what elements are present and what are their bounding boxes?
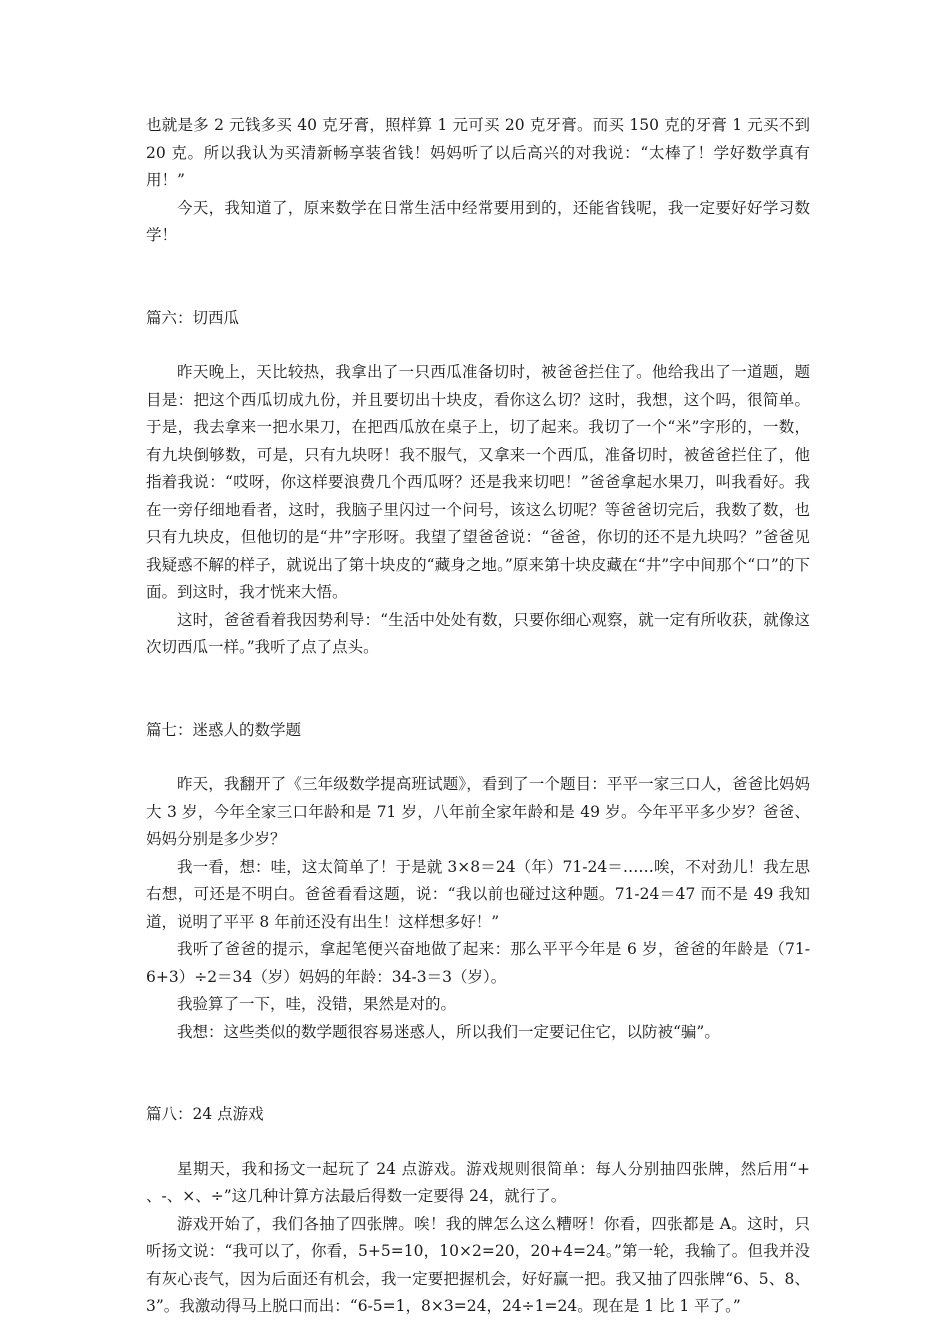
section-8	[146, 1101, 810, 1321]
section-paragraph: 昨天，我翻开了《三年级数学提高班试题》，看到了一个题目：平平一家三口人，爸爸比妈妈大 3 岁，今年全家三口年龄和是 71 岁，八年前全家年龄和是 49 岁。今年平平多少岁？爸爸、妈妈分别是多少岁？	[146, 775, 810, 848]
section-6	[146, 305, 810, 662]
section-paragraph: 昨天晚上，天比较热，我拿出了一只西瓜准备切时，被爸爸拦住了。他给我出了一道题，题目是：把这个西瓜切成九份，并且要切出十块皮，看你这么切？这时，我想，这个吗，很简单。于是，我去拿来一把水果刀，在把西瓜放在桌子上，切了起来。我切了一个“米”字形的，一数，有九块倒够数，可是，只有九块呀！我不服气，又拿来一个西瓜，准备切时，被爸爸拦住了，他指着我说：“哎呀，你这样要浪费几个西瓜呀？还是我来切吧！”爸爸拿起水果刀，叫我看好。我在一旁仔细地看者，这时，我脑子里闪过一个问号，该这么切呢？等爸爸切完后，我数了数，也只有九块皮，但他切的是“井”字形呀。我望了望爸爸说：“爸爸，你切的还不是九块吗？”爸爸见我疑惑不解的样子，就说出了第十块皮的“藏身之地。”原来第十块皮藏在“井”字中间那个“口”的下面。到这时，我才恍来大悟。	[146, 363, 810, 601]
document-page	[146, 112, 810, 1321]
section-paragraph: 这时，爸爸看着我因势利导：“生活中处处有数，只要你细心观察，就一定有所收获，就像这次切西瓜一样。”我听了点了点头。	[146, 610, 810, 656]
section-title: 篇七：迷惑人的数学题	[146, 720, 302, 739]
section-paragraph: 我想：这些类似的数学题很容易迷惑人，所以我们一定要记住它，以防被“骗”。	[177, 1022, 720, 1041]
section-paragraph: 我验算了一下，哇，没错，果然是对的。	[177, 995, 457, 1013]
section-paragraph: 星期天，我和扬文一起玩了 24 点游戏。游戏规则很简单：每人分别抽四张牌，然后用“+ 、-、×、÷”这几种计算方法最后得数一定要得 24，就行了。	[146, 1159, 810, 1205]
intro-paragraph-2: 今天，我知道了，原来数学在日常生活中经常要用到的，还能省钱呢，我一定要好好学习数学！	[146, 198, 810, 244]
section-title: 篇八：24 点游戏	[146, 1105, 264, 1123]
section-7	[146, 717, 810, 1047]
section-paragraph: 我一看，想：哇，这太简单了！于是就 3×8＝24（年）71-24＝……唉，不对劲儿！我左思右想，可还是不明白。爸爸看看这题，说：“我以前也碰过这种题。71-24＝47 而不是 49 我知道，说明了平平 8 年前还没有出生！这样想多好！”	[146, 857, 810, 931]
section-paragraph: 我听了爸爸的提示，拿起笔便兴奋地做了起来：那么平平今年是 6 岁，爸爸的年龄是（71-6+3）÷2＝34（岁）妈妈的年龄：34-3＝3（岁）。	[146, 940, 810, 986]
section-paragraph: 游戏开始了，我们各抽了四张牌。唉！我的牌怎么这么糟呀！你看，四张都是 A。这时，只听扬文说：“我可以了，你看，5+5=10，10×2=20，20+4=24。”第一轮，我输了。但我并没有灰心丧气，因为后面还有机会，我一定要把握机会，好好赢一把。我又抽了四张牌“6、5、8、3”。我激动得马上脱口而出：“6-5=1，8×3=24，24÷1=24。现在是 1 比 1 平了。”	[146, 1214, 810, 1315]
section-title: 篇六：切西瓜	[146, 308, 240, 327]
intro-paragraph-1: 也就是多 2 元钱多买 40 克牙膏，照样算 1 元可买 20 克牙膏。而买 150 克的牙膏 1 元买不到 20 克。所以我认为买清新畅享装省钱！妈妈听了以后高兴的对我说：“太棒了！学好数学真有用！”	[146, 116, 810, 189]
